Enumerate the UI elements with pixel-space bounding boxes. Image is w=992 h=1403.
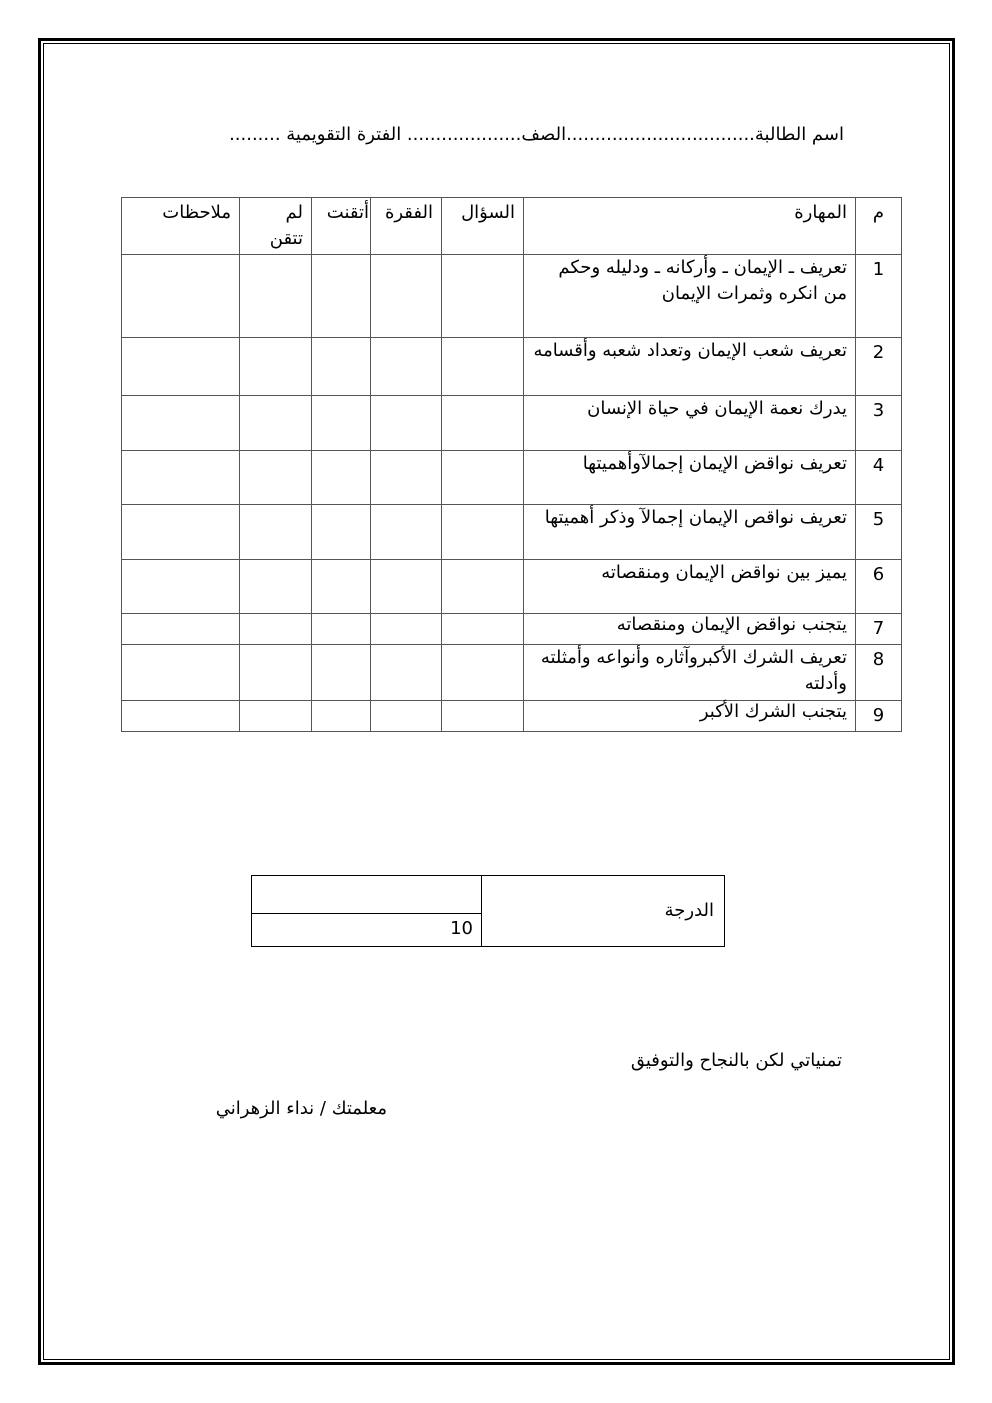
mastered-cell[interactable]	[312, 505, 371, 560]
not-mastered-cell[interactable]	[240, 614, 312, 645]
row-number: 4	[856, 451, 902, 505]
mastered-cell[interactable]	[312, 701, 371, 732]
table-row	[122, 614, 902, 645]
question-cell[interactable]	[442, 645, 524, 701]
question-cell[interactable]	[442, 614, 524, 645]
table-header-row	[122, 198, 902, 255]
notes-cell[interactable]	[122, 505, 240, 560]
mastered-cell[interactable]	[312, 338, 371, 396]
row-skill: تعريف الشرك الأكبروآثاره وأنواعه وأمثلته وأدلته	[524, 645, 856, 701]
mastered-cell[interactable]	[312, 560, 371, 614]
row-number: 8	[856, 645, 902, 701]
grade-total: 10	[252, 914, 482, 947]
mastered-cell[interactable]	[312, 396, 371, 451]
question-cell[interactable]	[442, 505, 524, 560]
row-number: 2	[856, 338, 902, 396]
notes-cell[interactable]	[122, 451, 240, 505]
header-notes: ملاحظات	[122, 198, 240, 255]
notes-cell[interactable]	[122, 560, 240, 614]
notes-cell[interactable]	[122, 338, 240, 396]
header-skill: المهارة	[524, 198, 856, 255]
table-row	[122, 505, 902, 560]
mastered-cell[interactable]	[312, 645, 371, 701]
item-cell[interactable]	[371, 255, 442, 338]
row-skill: تعريف نواقص الإيمان إجمالآ وذكر أهميتها	[524, 505, 856, 560]
item-cell[interactable]	[371, 645, 442, 701]
header-number: م	[856, 198, 902, 255]
not-mastered-cell[interactable]	[240, 560, 312, 614]
notes-cell[interactable]	[122, 396, 240, 451]
grade-label: الدرجة	[482, 876, 725, 947]
question-cell[interactable]	[442, 338, 524, 396]
row-skill: يميز بين نواقض الإيمان ومنقصاته	[524, 560, 856, 614]
grade-table	[251, 875, 725, 947]
row-skill: تعريف شعب الإيمان وتعداد شعبه وأقسامه	[524, 338, 856, 396]
skills-table	[121, 197, 902, 732]
not-mastered-cell[interactable]	[240, 701, 312, 732]
notes-cell[interactable]	[122, 614, 240, 645]
not-mastered-cell[interactable]	[240, 396, 312, 451]
table-row	[122, 338, 902, 396]
not-mastered-cell[interactable]	[240, 505, 312, 560]
not-mastered-cell[interactable]	[240, 451, 312, 505]
item-cell[interactable]	[371, 560, 442, 614]
notes-cell[interactable]	[122, 645, 240, 701]
row-skill: يتجنب نواقض الإيمان ومنقصاته	[524, 614, 856, 645]
table-row	[122, 645, 902, 701]
row-number: 9	[856, 701, 902, 732]
mastered-cell[interactable]	[312, 255, 371, 338]
item-cell[interactable]	[371, 614, 442, 645]
not-mastered-cell[interactable]	[240, 645, 312, 701]
row-skill: تعريف نواقض الإيمان إجمالآوأهميتها	[524, 451, 856, 505]
table-row	[122, 396, 902, 451]
item-cell[interactable]	[371, 701, 442, 732]
row-number: 1	[856, 255, 902, 338]
row-number: 7	[856, 614, 902, 645]
table-row	[122, 701, 902, 732]
question-cell[interactable]	[442, 451, 524, 505]
row-number: 6	[856, 560, 902, 614]
row-number: 5	[856, 505, 902, 560]
row-skill: يدرك نعمة الإيمان في حياة الإنسان	[524, 396, 856, 451]
row-number: 3	[856, 396, 902, 451]
header-mastered: أتقنت	[312, 198, 371, 255]
question-cell[interactable]	[442, 255, 524, 338]
item-cell[interactable]	[371, 505, 442, 560]
item-cell[interactable]	[371, 396, 442, 451]
mastered-cell[interactable]	[312, 614, 371, 645]
item-cell[interactable]	[371, 338, 442, 396]
not-mastered-cell[interactable]	[240, 255, 312, 338]
not-mastered-cell[interactable]	[240, 338, 312, 396]
table-row	[122, 255, 902, 338]
header-not-mastered: لم تتقن	[240, 198, 312, 255]
question-cell[interactable]	[442, 560, 524, 614]
teacher-signature: معلمتك / نداء الزهراني	[215, 1098, 387, 1119]
question-cell[interactable]	[442, 701, 524, 732]
notes-cell[interactable]	[122, 701, 240, 732]
table-row	[122, 560, 902, 614]
student-info-line: اسم الطالبة.................................الصف.................... الفترة التقويمية .........	[229, 124, 844, 145]
grade-score-cell[interactable]	[252, 876, 482, 914]
notes-cell[interactable]	[122, 255, 240, 338]
row-skill: يتجنب الشرك الأكبر	[524, 701, 856, 732]
item-cell[interactable]	[371, 451, 442, 505]
header-question: السؤال	[442, 198, 524, 255]
table-row	[122, 451, 902, 505]
header-item: الفقرة	[371, 198, 442, 255]
mastered-cell[interactable]	[312, 451, 371, 505]
wish-text: تمنياتي لكن بالنجاح والتوفيق	[630, 1050, 842, 1071]
question-cell[interactable]	[442, 396, 524, 451]
row-skill: تعريف ـ الإيمان ـ وأركانه ـ ودليله وحكم من انكره وثمرات الإيمان	[524, 255, 856, 338]
